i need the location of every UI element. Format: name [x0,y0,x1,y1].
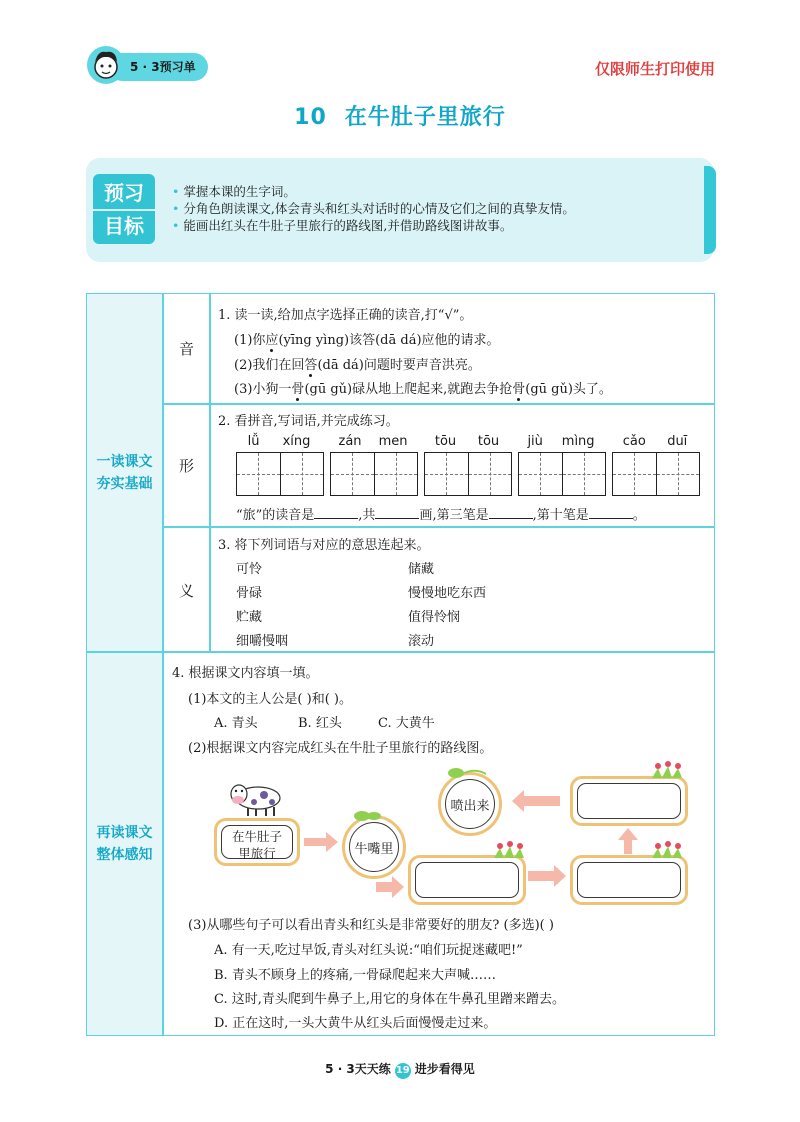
row-divider [162,403,715,405]
answer-blank[interactable] [589,507,633,519]
student-avatar-icon [86,44,126,86]
footer-left: 5 · 3天天练 [325,1062,391,1076]
route-arrow-left-icon [512,790,560,812]
match-left-item[interactable]: 贮藏 [236,610,263,625]
leaf-icon [352,808,382,824]
route-start-line1: 在牛肚子 [231,829,282,844]
pinyin: tōu [434,434,457,449]
goals-tag-line2: 目标 [104,214,144,238]
route-mouth-circle [342,815,406,879]
route-arrow-right-icon [376,876,404,898]
series-label: 5 · 3预习单 [130,60,196,74]
section1-label-line1: 一读课文 [96,453,153,470]
cow-icon [228,776,286,818]
section2-label-line1: 再读课文 [96,825,153,841]
match-right-item[interactable]: 值得怜悯 [408,610,461,625]
writing-grid[interactable] [424,452,512,496]
q4-choice[interactable]: B. 青头不顾身上的疼痛,一骨碌爬起来大声喊…… [214,968,496,983]
q1-text: (gū gǔ)碌从地上爬起来,就跑去争抢 [304,382,513,397]
q4-sub1: (1)本文的主人公是( )和( )。 [188,692,352,707]
q4-sub3: (3)从哪些句子可以看出青头和红头是非常要好的朋友? (多选)( ) [188,918,554,933]
lesson-title [0,100,800,131]
cat-meaning: 义 [178,582,194,600]
q1-dotted-char: 骨 [291,382,305,397]
route-start-text [221,825,293,859]
flower-icon [650,840,684,858]
match-left-item[interactable]: 细嚼慢咽 [236,634,289,649]
lesson-number: 10 [294,105,327,130]
pinyin: xíng [282,434,311,449]
q1-text: (1)你 [234,333,266,348]
route-arrow-right-icon [528,865,566,887]
route-arrow-right-icon [304,832,338,852]
route-arrow-up-icon [618,828,638,854]
q1-text: (dā dá)问题时要声音洪亮。 [317,358,481,373]
q4-option[interactable]: B. 红头 [298,716,342,731]
q4-sub2: (2)根据课文内容完成红头在牛肚子里旅行的路线图。 [188,741,493,756]
q1-line3 [234,378,612,397]
route-start-line2: 里旅行 [238,846,276,861]
flower-icon [650,760,684,778]
pinyin-group [330,434,416,449]
route-answer-box[interactable] [570,855,688,905]
q4-choice[interactable]: A. 有一天,吃过早饭,青头对红头说:“咱们玩捉迷藏吧!” [214,943,523,958]
answer-blank[interactable] [314,507,358,519]
cat-sound: 音 [178,340,194,358]
answer-blank[interactable] [375,507,419,519]
q3-prompt: 3. 将下列词语与对应的意思连起来。 [218,538,430,553]
pinyin-group [518,434,604,449]
cat-shape: 形 [178,457,194,475]
match-right-item[interactable]: 慢慢地吃东西 [408,586,487,601]
pinyin: cǎo [622,434,646,449]
q1-text: (2)我们在回 [234,358,305,373]
q4-option[interactable]: A. 青头 [214,716,258,731]
q4-prompt: 4. 根据课文内容填一填。 [172,666,319,681]
pinyin-group [236,434,322,449]
goal-item: • 能画出红头在牛肚子里旅行的路线图,并借助路线图讲故事。 [172,217,575,234]
writing-grid[interactable] [236,452,324,496]
q4-choice[interactable]: C. 这时,青头爬到牛鼻子上,用它的身体在牛鼻孔里蹭来蹭去。 [214,992,566,1007]
section1-label [87,294,162,651]
q2-text: ,第十笔是 [532,508,589,523]
pinyin: tōu [477,434,500,449]
goals-panel-edge [704,166,716,254]
section2-label [87,653,162,1035]
goals-tag [93,174,155,244]
route-out-circle [438,772,502,836]
pinyin: jiù [527,434,543,449]
q1-text: (yīng yìng)该答(dā dá)应他的请求。 [278,333,500,348]
goals-tag-line1: 预习 [93,178,155,211]
writing-grid[interactable] [612,452,700,496]
pinyin-group [424,434,510,449]
q1-text: (3)小狗一 [234,382,292,397]
q4-option[interactable]: C. 大黄牛 [378,716,435,731]
leaf-icon [446,766,486,780]
section2-label-line2: 整体感知 [96,847,153,863]
route-answer-box[interactable] [408,855,526,905]
page-footer [0,1060,800,1079]
pinyin: men [378,434,408,449]
q1-line1 [234,329,500,348]
section-divider [86,651,715,653]
goal-item: • 分角色朗读课文,体会青头和红头对话时的心情及它们之间的真挚友情。 [172,200,575,217]
match-left-item[interactable]: 骨碌 [236,586,263,601]
writing-grid[interactable] [518,452,606,496]
q1-line2 [234,354,481,373]
route-answer-box[interactable] [570,776,688,826]
lesson-name: 在牛肚子里旅行 [344,105,506,130]
route-out-text: 喷出来 [445,779,495,829]
match-right-item[interactable]: 滚动 [408,634,435,649]
pinyin: mìng [561,434,595,449]
answer-blank[interactable] [489,507,533,519]
q1-text: (gū gǔ)头了。 [525,382,612,397]
route-mouth-text: 牛嘴里 [349,822,399,872]
page-number: 19 [395,1063,411,1079]
q2-text: 画,第三笔是 [419,508,489,523]
row-divider [162,526,715,528]
match-right-item[interactable]: 储藏 [408,562,435,577]
goals-list [172,183,575,234]
q1-dotted-char: 骨 [512,382,526,397]
footer-right: 进步看得见 [414,1062,475,1076]
q1-prompt: 1. 读一读,给加点字选择正确的读音,打“√”。 [218,308,473,323]
flower-icon [492,840,526,858]
print-notice: 仅限师生打印使用 [594,60,715,78]
section1-label-line2: 夯实基础 [96,475,153,492]
q1-dotted-char: 答 [304,358,318,373]
route-start-box [214,818,300,866]
pinyin: duī [667,434,688,449]
q4-choice[interactable]: D. 正在这时,一头大黄牛从红头后面慢慢走过来。 [214,1016,497,1031]
goal-item: • 掌握本课的生字词。 [172,183,575,200]
match-left-item[interactable]: 可怜 [236,562,263,577]
writing-grid[interactable] [330,452,418,496]
q1-dotted-char: 应 [265,333,279,348]
q2-text: ,共 [358,508,376,523]
q2-text: 。 [632,508,646,523]
pinyin-group [612,434,698,449]
col-divider-2 [209,293,211,652]
pinyin: zán [338,434,362,449]
pinyin: lǚ [247,434,260,449]
q2-text: “旅”的读音是 [236,508,315,523]
q2-fill-line [236,504,646,523]
q2-prompt: 2. 看拼音,写词语,并完成练习。 [218,414,399,429]
